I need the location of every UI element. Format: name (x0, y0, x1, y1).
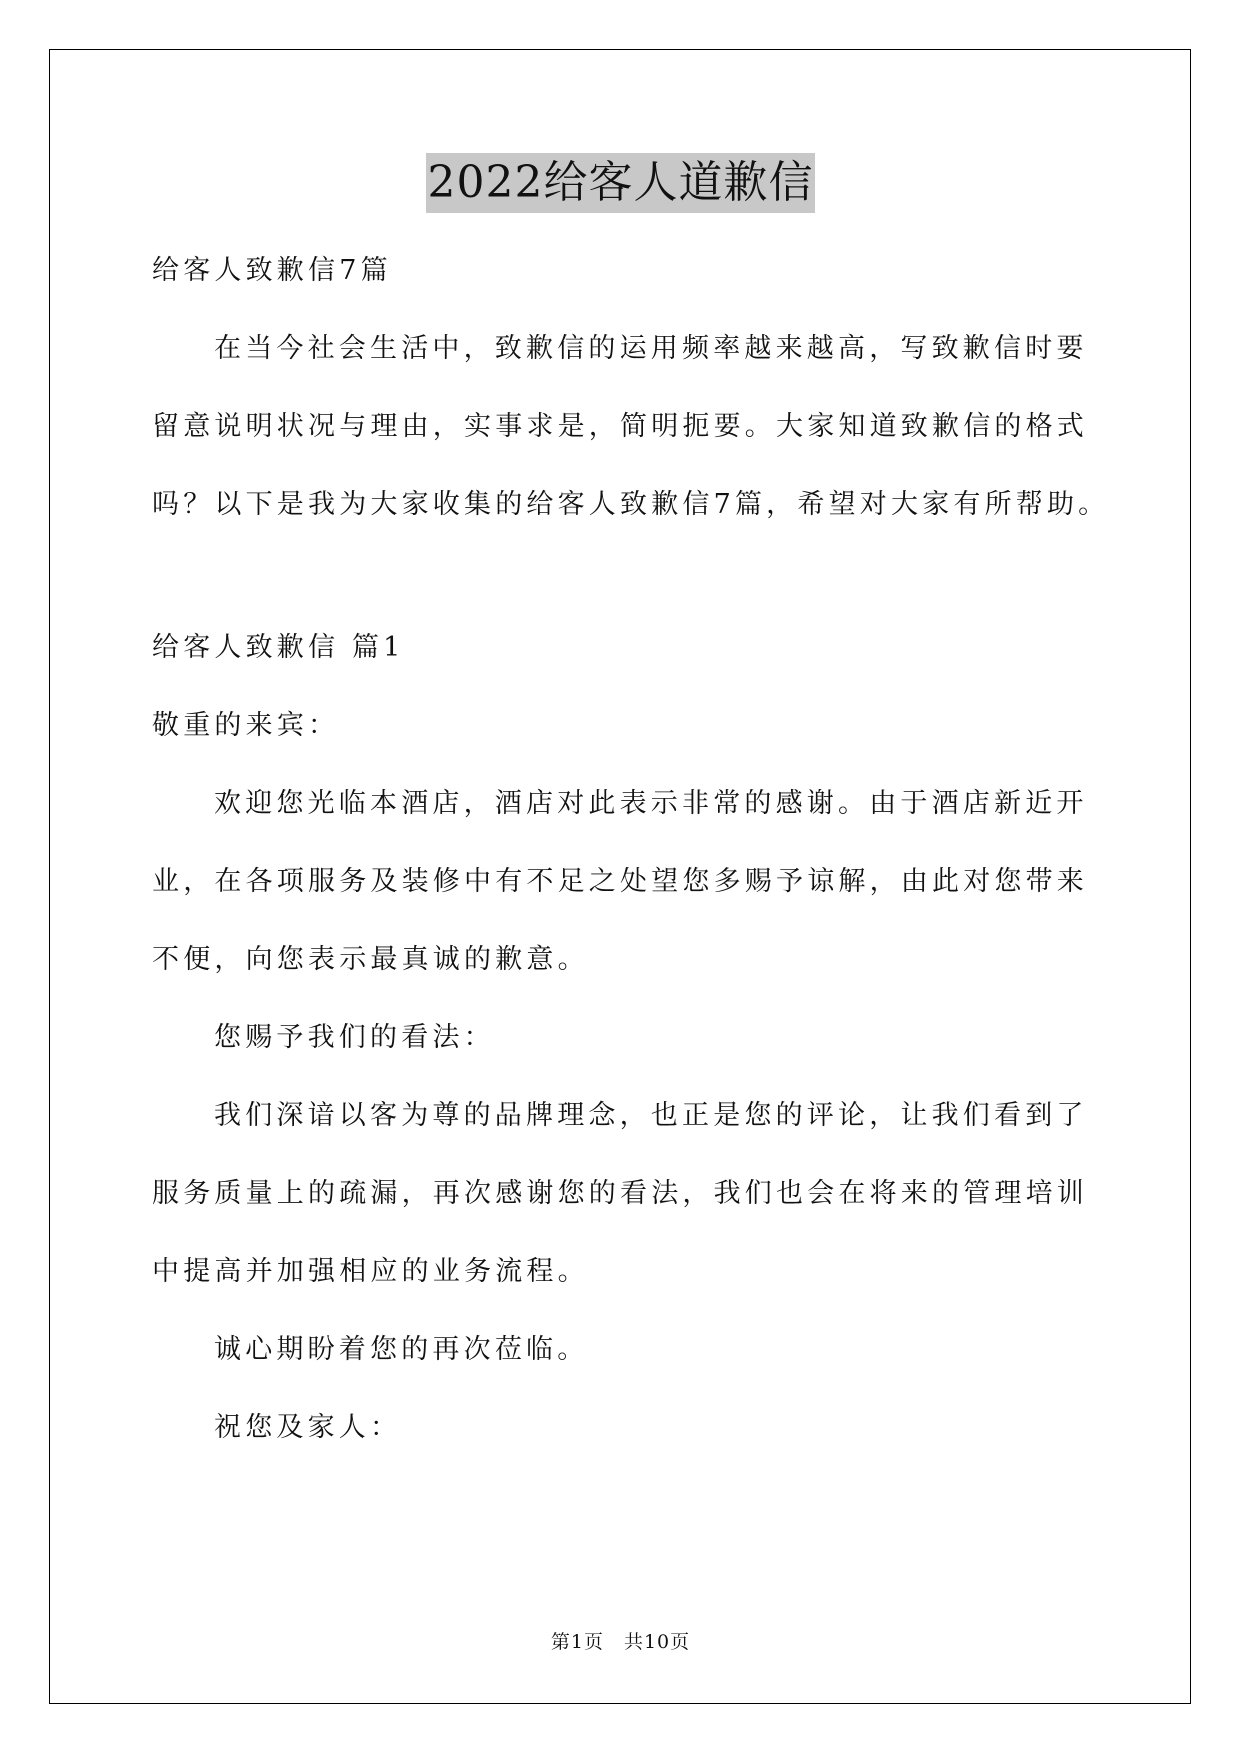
paragraph-line: 业，在各项服务及装修中有不足之处望您多赐予谅解，由此对您带来 (152, 866, 1088, 897)
paragraph-line: 不便，向您表示最真诚的歉意。 (152, 944, 589, 975)
intro-line: 在当今社会生活中，致歉信的运用频率越来越高，写致歉信时要 (214, 333, 1088, 364)
document-body (152, 232, 1110, 1467)
section-spacer (152, 544, 1102, 609)
paragraph-line: 我们深谙以客为尊的品牌理念，也正是您的评论，让我们看到了 (214, 1100, 1088, 1131)
closing-line: 祝您及家人： (214, 1412, 402, 1443)
salutation: 敬重的来宾： (152, 710, 340, 741)
paragraph-line: 服务质量上的疏漏，再次感谢您的看法，我们也会在将来的管理培训 (152, 1178, 1088, 1209)
document-subtitle: 给客人致歉信7篇 (152, 255, 392, 286)
paragraph-line: 诚心期盼着您的再次莅临。 (214, 1334, 589, 1365)
section-heading: 给客人致歉信 篇1 (152, 632, 405, 663)
document-title: 2022给客人道歉信 (426, 153, 816, 213)
page-number-footer: 第1页 共10页 (550, 1631, 691, 1653)
intro-line: 留意说明状况与理由，实事求是，简明扼要。大家知道致歉信的格式 (152, 411, 1088, 442)
title-container (0, 153, 1241, 213)
intro-line: 吗？以下是我为大家收集的给客人致歉信7篇，希望对大家有所帮助。 (152, 489, 1110, 520)
paragraph-line: 欢迎您光临本酒店，酒店对此表示非常的感谢。由于酒店新近开 (214, 788, 1088, 819)
paragraph-line: 您赐予我们的看法： (214, 1022, 495, 1053)
paragraph-line: 中提高并加强相应的业务流程。 (152, 1256, 589, 1287)
